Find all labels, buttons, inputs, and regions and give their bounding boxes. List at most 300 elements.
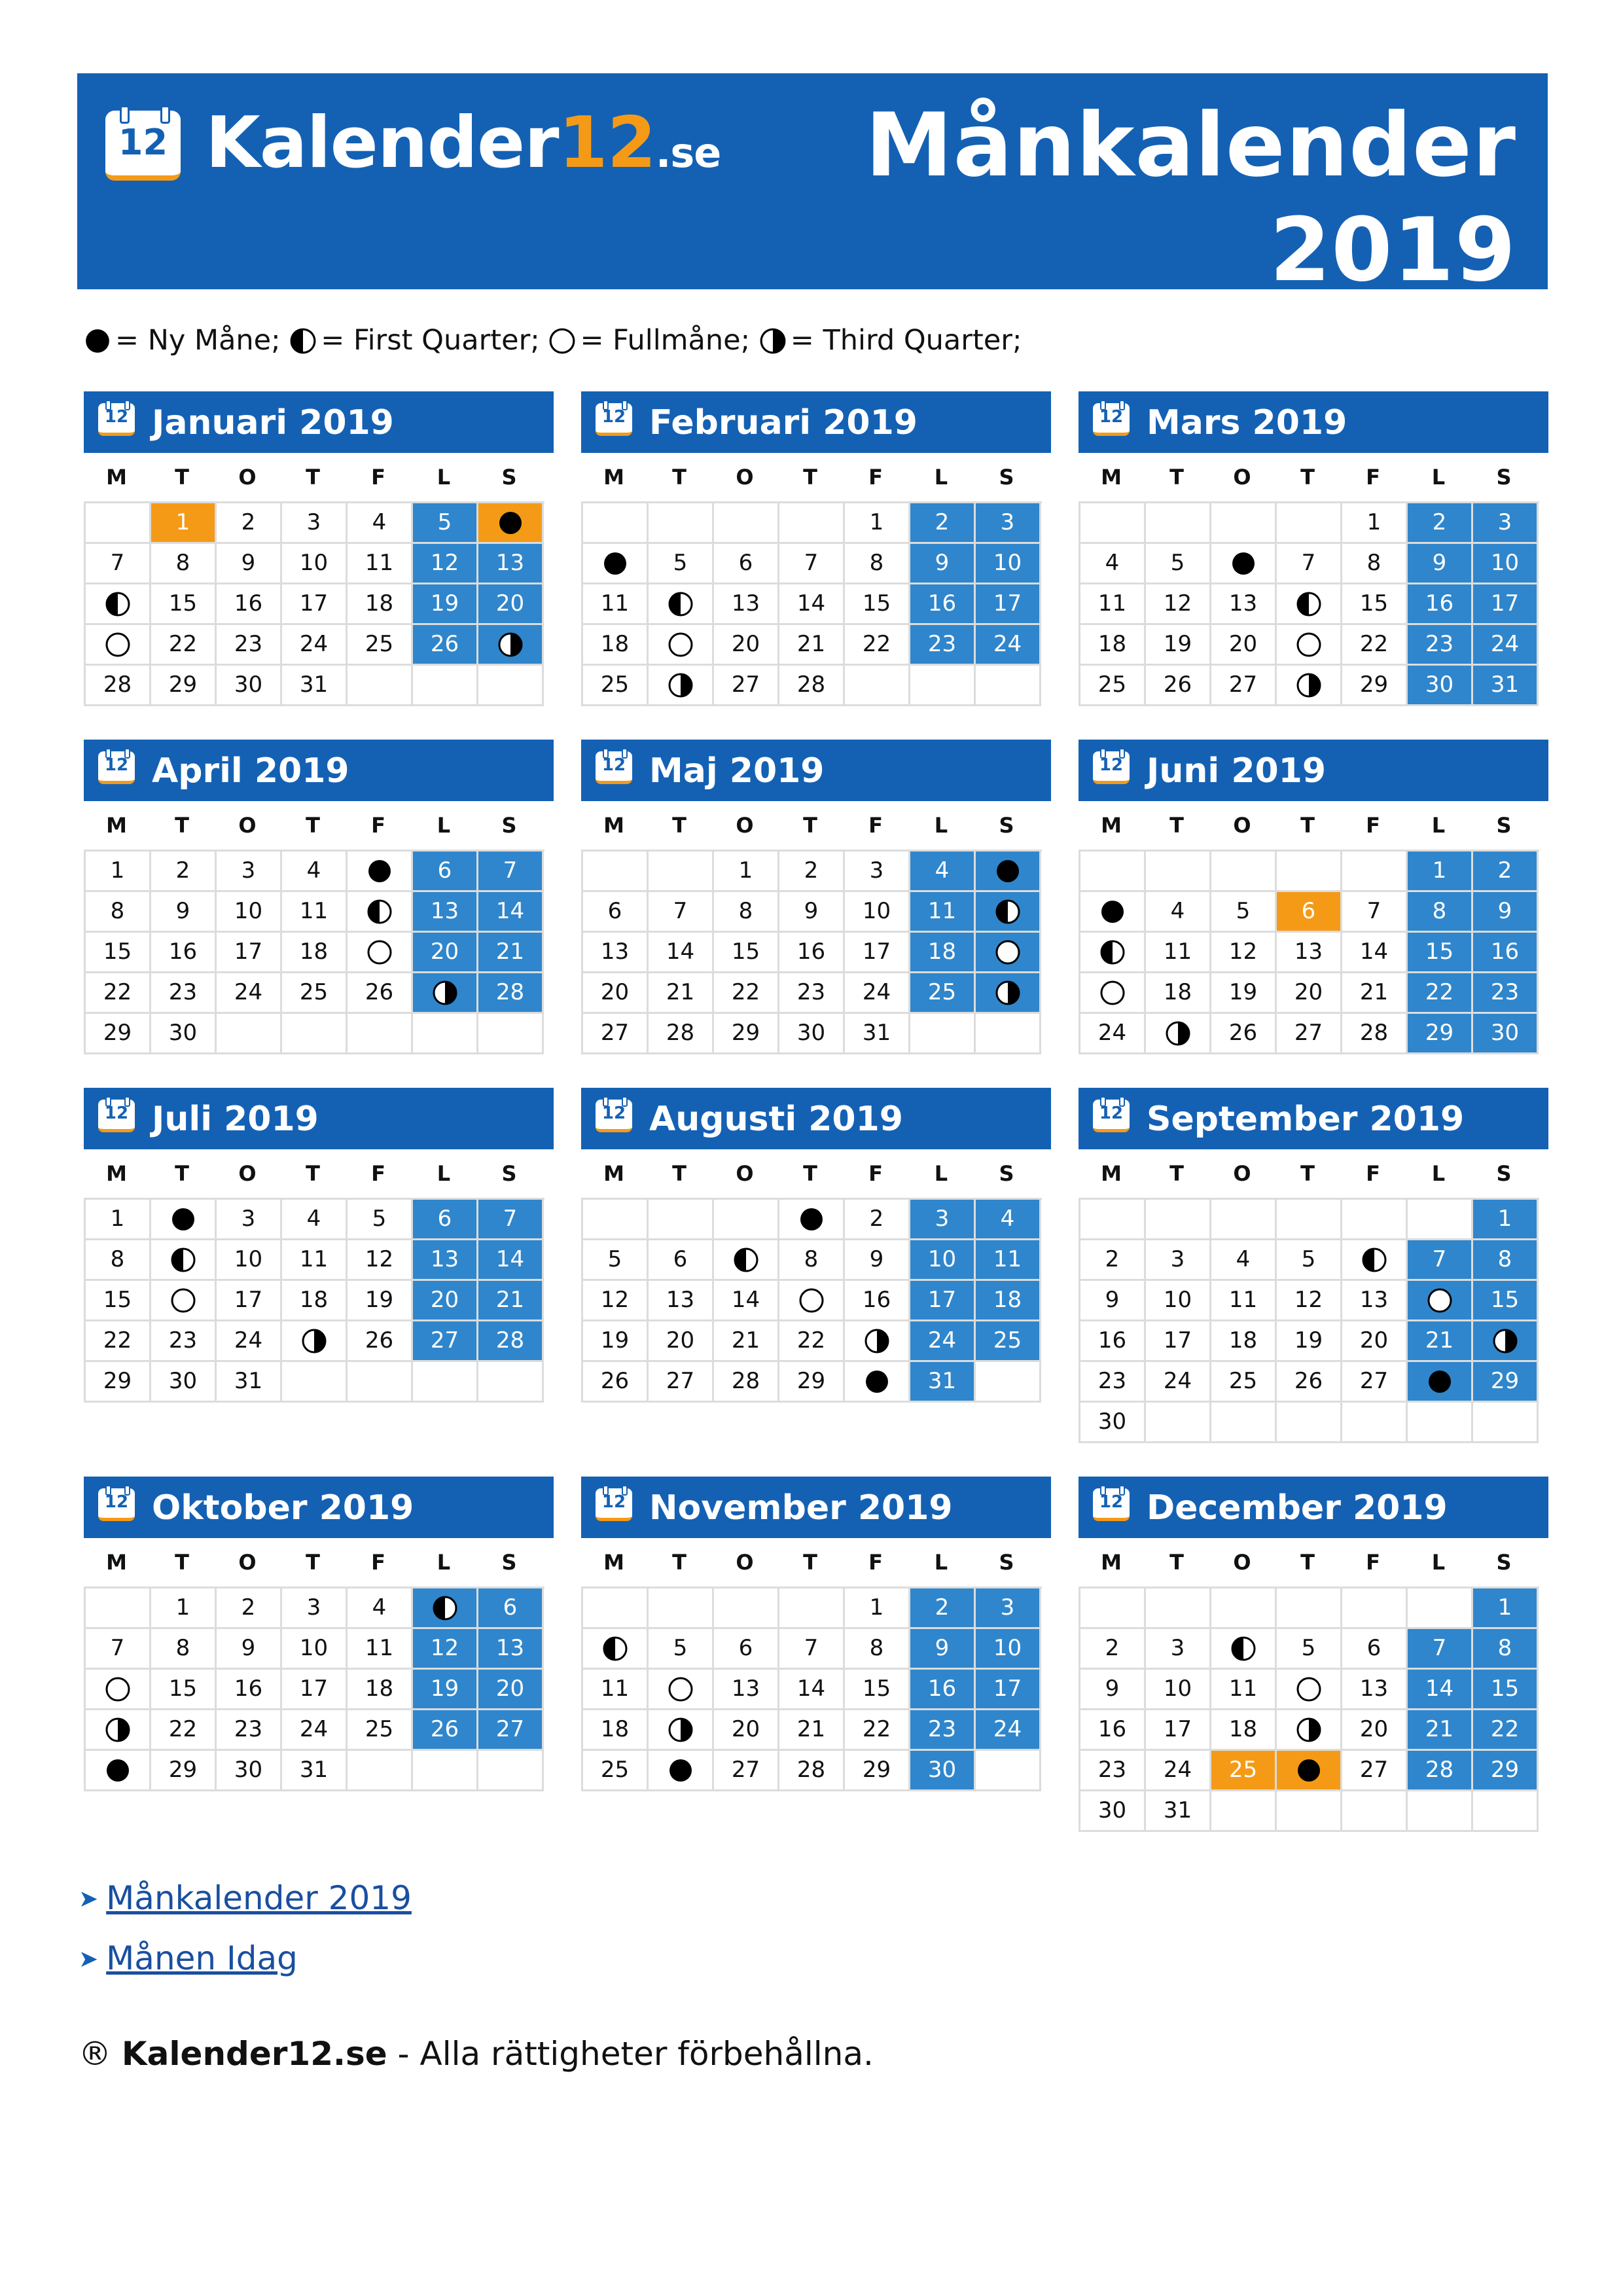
- day-cell[interactable]: [348, 892, 413, 933]
- day-cell[interactable]: 24: [217, 1321, 282, 1362]
- day-cell[interactable]: 29: [151, 666, 217, 706]
- day-cell[interactable]: 28: [779, 1751, 845, 1791]
- day-cell[interactable]: 20: [714, 1710, 779, 1751]
- day-cell[interactable]: 27: [413, 1321, 478, 1362]
- day-cell[interactable]: 10: [976, 1629, 1041, 1670]
- day-cell[interactable]: 20: [478, 1670, 544, 1710]
- day-cell[interactable]: 8: [1473, 1240, 1539, 1281]
- day-cell[interactable]: 9: [1408, 544, 1473, 584]
- day-cell[interactable]: 9: [217, 544, 282, 584]
- day-cell[interactable]: 9: [910, 1629, 976, 1670]
- day-cell[interactable]: 18: [348, 1670, 413, 1710]
- day-cell[interactable]: 25: [976, 1321, 1041, 1362]
- day-cell[interactable]: 26: [413, 625, 478, 666]
- day-cell[interactable]: 23: [217, 1710, 282, 1751]
- day-cell[interactable]: 27: [583, 1014, 649, 1054]
- day-cell[interactable]: 28: [478, 1321, 544, 1362]
- day-cell[interactable]: [86, 625, 151, 666]
- day-cell[interactable]: [1080, 973, 1146, 1014]
- day-cell[interactable]: 12: [348, 1240, 413, 1281]
- day-cell[interactable]: 5: [1211, 892, 1277, 933]
- day-cell[interactable]: 7: [779, 1629, 845, 1670]
- day-cell[interactable]: 15: [1473, 1670, 1539, 1710]
- day-cell[interactable]: 21: [478, 1281, 544, 1321]
- link-moon-calendar[interactable]: [79, 1872, 412, 1926]
- day-cell[interactable]: 14: [1342, 933, 1408, 973]
- day-cell[interactable]: 24: [910, 1321, 976, 1362]
- day-cell[interactable]: 27: [649, 1362, 714, 1403]
- day-cell[interactable]: 8: [86, 1240, 151, 1281]
- day-cell[interactable]: 21: [779, 1710, 845, 1751]
- day-cell[interactable]: 20: [413, 1281, 478, 1321]
- day-cell[interactable]: 18: [910, 933, 976, 973]
- day-cell[interactable]: 9: [1080, 1281, 1146, 1321]
- day-cell[interactable]: 31: [1146, 1791, 1211, 1832]
- day-cell[interactable]: 4: [348, 503, 413, 544]
- day-cell[interactable]: 2: [1080, 1240, 1146, 1281]
- day-cell[interactable]: 1: [1473, 1200, 1539, 1240]
- day-cell[interactable]: [1146, 1014, 1211, 1054]
- day-cell[interactable]: 3: [1473, 503, 1539, 544]
- day-cell[interactable]: 29: [1342, 666, 1408, 706]
- day-cell[interactable]: 21: [779, 625, 845, 666]
- day-cell[interactable]: 10: [282, 1629, 348, 1670]
- day-cell[interactable]: 8: [845, 1629, 910, 1670]
- day-cell[interactable]: 5: [348, 1200, 413, 1240]
- day-cell[interactable]: 29: [845, 1751, 910, 1791]
- day-cell[interactable]: 8: [151, 1629, 217, 1670]
- day-cell[interactable]: [282, 1321, 348, 1362]
- day-cell[interactable]: 10: [976, 544, 1041, 584]
- day-cell[interactable]: 29: [1408, 1014, 1473, 1054]
- day-cell[interactable]: 25: [282, 973, 348, 1014]
- day-cell[interactable]: 16: [1080, 1710, 1146, 1751]
- day-cell[interactable]: 18: [348, 584, 413, 625]
- day-cell[interactable]: 31: [217, 1362, 282, 1403]
- day-cell[interactable]: 6: [714, 1629, 779, 1670]
- day-cell[interactable]: [478, 625, 544, 666]
- day-cell[interactable]: 2: [845, 1200, 910, 1240]
- day-cell[interactable]: 23: [1473, 973, 1539, 1014]
- day-cell[interactable]: 8: [1342, 544, 1408, 584]
- day-cell[interactable]: 3: [217, 1200, 282, 1240]
- day-cell[interactable]: [1408, 1362, 1473, 1403]
- day-cell[interactable]: 12: [413, 1629, 478, 1670]
- day-cell[interactable]: 22: [845, 625, 910, 666]
- day-cell[interactable]: 13: [1342, 1281, 1408, 1321]
- day-cell[interactable]: 9: [217, 1629, 282, 1670]
- day-cell[interactable]: [151, 1240, 217, 1281]
- day-cell[interactable]: 1: [714, 852, 779, 892]
- day-cell[interactable]: 8: [86, 892, 151, 933]
- day-cell[interactable]: 4: [1146, 892, 1211, 933]
- day-cell[interactable]: 5: [583, 1240, 649, 1281]
- day-cell[interactable]: 2: [217, 503, 282, 544]
- day-cell[interactable]: [151, 1200, 217, 1240]
- day-cell[interactable]: 21: [1408, 1321, 1473, 1362]
- brand-logo[interactable]: [205, 101, 721, 196]
- day-cell[interactable]: 12: [1277, 1281, 1342, 1321]
- day-cell[interactable]: 11: [348, 544, 413, 584]
- day-cell[interactable]: 11: [1146, 933, 1211, 973]
- day-cell[interactable]: 17: [217, 933, 282, 973]
- day-cell[interactable]: 10: [1146, 1670, 1211, 1710]
- day-cell[interactable]: 25: [583, 1751, 649, 1791]
- day-cell[interactable]: 1: [845, 503, 910, 544]
- day-cell[interactable]: 1: [1342, 503, 1408, 544]
- day-cell[interactable]: 5: [413, 503, 478, 544]
- day-cell[interactable]: 8: [1408, 892, 1473, 933]
- day-cell[interactable]: 19: [1211, 973, 1277, 1014]
- day-cell[interactable]: 19: [1146, 625, 1211, 666]
- day-cell[interactable]: [845, 1362, 910, 1403]
- day-cell[interactable]: [1277, 1710, 1342, 1751]
- day-cell[interactable]: 16: [845, 1281, 910, 1321]
- day-cell[interactable]: 18: [583, 625, 649, 666]
- day-cell[interactable]: 24: [1473, 625, 1539, 666]
- day-cell[interactable]: 9: [779, 892, 845, 933]
- day-cell[interactable]: 21: [649, 973, 714, 1014]
- day-cell[interactable]: 13: [649, 1281, 714, 1321]
- day-cell[interactable]: 10: [217, 892, 282, 933]
- day-cell[interactable]: 28: [478, 973, 544, 1014]
- day-cell[interactable]: 25: [1080, 666, 1146, 706]
- day-cell[interactable]: 26: [1146, 666, 1211, 706]
- day-cell[interactable]: 2: [910, 1588, 976, 1629]
- day-cell[interactable]: [976, 892, 1041, 933]
- day-cell[interactable]: 15: [1408, 933, 1473, 973]
- day-cell[interactable]: 9: [1080, 1670, 1146, 1710]
- day-cell[interactable]: 15: [714, 933, 779, 973]
- day-cell[interactable]: 13: [478, 1629, 544, 1670]
- day-cell[interactable]: 16: [779, 933, 845, 973]
- day-cell[interactable]: 18: [1211, 1321, 1277, 1362]
- day-cell[interactable]: [1277, 625, 1342, 666]
- day-cell[interactable]: 13: [413, 892, 478, 933]
- day-cell[interactable]: 6: [413, 1200, 478, 1240]
- day-cell[interactable]: 20: [1342, 1710, 1408, 1751]
- day-cell[interactable]: 4: [1080, 544, 1146, 584]
- day-cell[interactable]: 24: [1146, 1751, 1211, 1791]
- day-cell[interactable]: 11: [348, 1629, 413, 1670]
- day-cell[interactable]: 20: [1342, 1321, 1408, 1362]
- day-cell[interactable]: 19: [413, 1670, 478, 1710]
- day-cell[interactable]: 29: [779, 1362, 845, 1403]
- day-cell[interactable]: 19: [413, 584, 478, 625]
- day-cell[interactable]: 17: [976, 584, 1041, 625]
- day-cell[interactable]: 26: [583, 1362, 649, 1403]
- day-cell[interactable]: 3: [1146, 1629, 1211, 1670]
- day-cell[interactable]: [1211, 1629, 1277, 1670]
- day-cell[interactable]: 9: [910, 544, 976, 584]
- day-cell[interactable]: 11: [1211, 1670, 1277, 1710]
- day-cell[interactable]: [583, 1629, 649, 1670]
- day-cell[interactable]: 31: [845, 1014, 910, 1054]
- day-cell[interactable]: 14: [779, 1670, 845, 1710]
- day-cell[interactable]: 11: [282, 892, 348, 933]
- day-cell[interactable]: 25: [1211, 1362, 1277, 1403]
- day-cell[interactable]: 7: [478, 852, 544, 892]
- day-cell[interactable]: 25: [910, 973, 976, 1014]
- day-cell[interactable]: 4: [976, 1200, 1041, 1240]
- day-cell[interactable]: 15: [86, 933, 151, 973]
- day-cell[interactable]: 21: [714, 1321, 779, 1362]
- day-cell[interactable]: 30: [217, 1751, 282, 1791]
- day-cell[interactable]: 18: [1211, 1710, 1277, 1751]
- day-cell[interactable]: 29: [1473, 1362, 1539, 1403]
- day-cell[interactable]: 7: [779, 544, 845, 584]
- day-cell[interactable]: 23: [1408, 625, 1473, 666]
- day-cell[interactable]: [151, 1281, 217, 1321]
- day-cell[interactable]: 25: [583, 666, 649, 706]
- day-cell[interactable]: 24: [976, 625, 1041, 666]
- day-cell[interactable]: 13: [1211, 584, 1277, 625]
- day-cell[interactable]: [976, 852, 1041, 892]
- day-cell[interactable]: 7: [478, 1200, 544, 1240]
- day-cell[interactable]: 14: [1408, 1670, 1473, 1710]
- day-cell[interactable]: 27: [714, 666, 779, 706]
- day-cell[interactable]: 11: [282, 1240, 348, 1281]
- day-cell[interactable]: [1277, 1751, 1342, 1791]
- day-cell[interactable]: 19: [348, 1281, 413, 1321]
- day-cell[interactable]: [1473, 1321, 1539, 1362]
- day-cell[interactable]: 8: [151, 544, 217, 584]
- day-cell[interactable]: 8: [1473, 1629, 1539, 1670]
- day-cell[interactable]: 24: [1146, 1362, 1211, 1403]
- day-cell[interactable]: [1277, 666, 1342, 706]
- day-cell[interactable]: 8: [779, 1240, 845, 1281]
- day-cell[interactable]: 10: [910, 1240, 976, 1281]
- day-cell[interactable]: 8: [714, 892, 779, 933]
- day-cell[interactable]: [649, 1751, 714, 1791]
- day-cell[interactable]: 4: [282, 852, 348, 892]
- day-cell[interactable]: 17: [1146, 1710, 1211, 1751]
- day-cell[interactable]: [714, 1240, 779, 1281]
- day-cell[interactable]: 30: [1408, 666, 1473, 706]
- day-cell[interactable]: [86, 1751, 151, 1791]
- day-cell[interactable]: 26: [1211, 1014, 1277, 1054]
- day-cell[interactable]: 22: [845, 1710, 910, 1751]
- day-cell[interactable]: 2: [1080, 1629, 1146, 1670]
- day-cell[interactable]: 1: [845, 1588, 910, 1629]
- day-cell[interactable]: 22: [1342, 625, 1408, 666]
- day-cell[interactable]: 10: [845, 892, 910, 933]
- day-cell[interactable]: [478, 503, 544, 544]
- day-cell[interactable]: 18: [1146, 973, 1211, 1014]
- day-cell[interactable]: 23: [217, 625, 282, 666]
- day-cell[interactable]: 12: [1146, 584, 1211, 625]
- day-cell[interactable]: [976, 973, 1041, 1014]
- day-cell[interactable]: 20: [583, 973, 649, 1014]
- day-cell[interactable]: [413, 1588, 478, 1629]
- day-cell[interactable]: 2: [151, 852, 217, 892]
- day-cell[interactable]: 31: [910, 1362, 976, 1403]
- day-cell[interactable]: 17: [217, 1281, 282, 1321]
- day-cell[interactable]: 17: [976, 1670, 1041, 1710]
- day-cell[interactable]: 24: [282, 625, 348, 666]
- day-cell[interactable]: [413, 973, 478, 1014]
- day-cell[interactable]: 17: [282, 1670, 348, 1710]
- day-cell[interactable]: 22: [1408, 973, 1473, 1014]
- day-cell[interactable]: 31: [1473, 666, 1539, 706]
- day-cell[interactable]: 16: [217, 584, 282, 625]
- day-cell[interactable]: 24: [282, 1710, 348, 1751]
- day-cell[interactable]: 28: [649, 1014, 714, 1054]
- day-cell[interactable]: 11: [976, 1240, 1041, 1281]
- day-cell[interactable]: [779, 1200, 845, 1240]
- day-cell[interactable]: 2: [779, 852, 845, 892]
- day-cell[interactable]: 28: [86, 666, 151, 706]
- day-cell[interactable]: 8: [845, 544, 910, 584]
- day-cell[interactable]: [1277, 1670, 1342, 1710]
- day-cell[interactable]: 3: [976, 503, 1041, 544]
- day-cell[interactable]: 28: [1408, 1751, 1473, 1791]
- day-cell[interactable]: 6: [1342, 1629, 1408, 1670]
- day-cell[interactable]: 23: [779, 973, 845, 1014]
- day-cell[interactable]: 26: [1277, 1362, 1342, 1403]
- day-cell[interactable]: 18: [282, 933, 348, 973]
- day-cell[interactable]: 26: [413, 1710, 478, 1751]
- day-cell[interactable]: [583, 544, 649, 584]
- day-cell[interactable]: 21: [1342, 973, 1408, 1014]
- day-cell[interactable]: 3: [1146, 1240, 1211, 1281]
- day-cell[interactable]: 24: [976, 1710, 1041, 1751]
- day-cell[interactable]: 18: [976, 1281, 1041, 1321]
- day-cell[interactable]: 28: [1342, 1014, 1408, 1054]
- day-cell[interactable]: 22: [779, 1321, 845, 1362]
- day-cell[interactable]: 6: [714, 544, 779, 584]
- day-cell[interactable]: 23: [151, 1321, 217, 1362]
- day-cell[interactable]: 22: [1473, 1710, 1539, 1751]
- day-cell[interactable]: 23: [1080, 1362, 1146, 1403]
- day-cell[interactable]: 7: [649, 892, 714, 933]
- day-cell[interactable]: 30: [217, 666, 282, 706]
- day-cell[interactable]: 31: [282, 666, 348, 706]
- day-cell[interactable]: 29: [86, 1362, 151, 1403]
- day-cell[interactable]: 26: [348, 973, 413, 1014]
- day-cell[interactable]: [1408, 1281, 1473, 1321]
- day-cell[interactable]: 7: [86, 544, 151, 584]
- day-cell[interactable]: 4: [910, 852, 976, 892]
- day-cell[interactable]: 2: [1473, 852, 1539, 892]
- day-cell[interactable]: 17: [282, 584, 348, 625]
- day-cell[interactable]: 22: [86, 973, 151, 1014]
- day-cell[interactable]: 16: [1080, 1321, 1146, 1362]
- day-cell[interactable]: 2: [910, 503, 976, 544]
- day-cell[interactable]: [1342, 1240, 1408, 1281]
- day-cell[interactable]: 13: [714, 584, 779, 625]
- day-cell[interactable]: 10: [1146, 1281, 1211, 1321]
- day-cell[interactable]: 20: [478, 584, 544, 625]
- day-cell[interactable]: 16: [217, 1670, 282, 1710]
- day-cell[interactable]: 11: [1080, 584, 1146, 625]
- day-cell[interactable]: 23: [151, 973, 217, 1014]
- day-cell[interactable]: 20: [714, 625, 779, 666]
- day-cell[interactable]: 16: [1473, 933, 1539, 973]
- day-cell[interactable]: 16: [151, 933, 217, 973]
- day-cell[interactable]: [976, 933, 1041, 973]
- day-cell[interactable]: 22: [86, 1321, 151, 1362]
- day-cell[interactable]: 26: [348, 1321, 413, 1362]
- day-cell[interactable]: 7: [1342, 892, 1408, 933]
- day-cell[interactable]: 22: [714, 973, 779, 1014]
- day-cell[interactable]: 17: [1473, 584, 1539, 625]
- day-cell[interactable]: 16: [1408, 584, 1473, 625]
- day-cell[interactable]: 6: [413, 852, 478, 892]
- day-cell[interactable]: 30: [151, 1362, 217, 1403]
- day-cell[interactable]: 18: [583, 1710, 649, 1751]
- day-cell[interactable]: 5: [649, 544, 714, 584]
- day-cell[interactable]: 7: [86, 1629, 151, 1670]
- day-cell[interactable]: 24: [217, 973, 282, 1014]
- day-cell[interactable]: 9: [1473, 892, 1539, 933]
- day-cell[interactable]: 28: [714, 1362, 779, 1403]
- day-cell[interactable]: 7: [1408, 1240, 1473, 1281]
- day-cell[interactable]: 28: [779, 666, 845, 706]
- day-cell[interactable]: [649, 666, 714, 706]
- day-cell[interactable]: 3: [282, 503, 348, 544]
- day-cell[interactable]: 10: [217, 1240, 282, 1281]
- day-cell[interactable]: 9: [151, 892, 217, 933]
- day-cell[interactable]: 27: [478, 1710, 544, 1751]
- day-cell[interactable]: 19: [1277, 1321, 1342, 1362]
- day-cell[interactable]: 1: [151, 1588, 217, 1629]
- day-cell[interactable]: 15: [151, 584, 217, 625]
- day-cell[interactable]: 14: [649, 933, 714, 973]
- day-cell[interactable]: 3: [976, 1588, 1041, 1629]
- day-cell[interactable]: 5: [649, 1629, 714, 1670]
- day-cell[interactable]: [348, 852, 413, 892]
- day-cell[interactable]: [348, 933, 413, 973]
- day-cell[interactable]: [649, 584, 714, 625]
- day-cell[interactable]: [86, 584, 151, 625]
- day-cell[interactable]: 2: [217, 1588, 282, 1629]
- day-cell[interactable]: 20: [649, 1321, 714, 1362]
- day-cell[interactable]: 16: [910, 584, 976, 625]
- day-cell[interactable]: 30: [1080, 1403, 1146, 1443]
- link-moon-today[interactable]: [79, 1932, 412, 1986]
- day-cell[interactable]: 25: [348, 1710, 413, 1751]
- day-cell[interactable]: 13: [583, 933, 649, 973]
- day-cell[interactable]: 6: [649, 1240, 714, 1281]
- day-cell[interactable]: 3: [910, 1200, 976, 1240]
- day-cell[interactable]: 25: [348, 625, 413, 666]
- day-cell[interactable]: [86, 1710, 151, 1751]
- day-cell[interactable]: 10: [282, 544, 348, 584]
- day-cell[interactable]: 1: [86, 1200, 151, 1240]
- day-cell[interactable]: 15: [1473, 1281, 1539, 1321]
- day-cell[interactable]: 17: [1146, 1321, 1211, 1362]
- day-cell[interactable]: 2: [1408, 503, 1473, 544]
- day-cell[interactable]: 27: [1277, 1014, 1342, 1054]
- day-cell[interactable]: 13: [714, 1670, 779, 1710]
- day-cell[interactable]: 3: [845, 852, 910, 892]
- day-cell[interactable]: [649, 1670, 714, 1710]
- day-cell[interactable]: 17: [845, 933, 910, 973]
- day-cell[interactable]: 20: [1277, 973, 1342, 1014]
- day-cell[interactable]: [1080, 933, 1146, 973]
- day-cell[interactable]: 24: [845, 973, 910, 1014]
- day-cell[interactable]: 20: [413, 933, 478, 973]
- day-cell[interactable]: 30: [151, 1014, 217, 1054]
- day-cell[interactable]: 27: [1211, 666, 1277, 706]
- day-cell[interactable]: 13: [413, 1240, 478, 1281]
- day-cell[interactable]: [1080, 892, 1146, 933]
- day-cell[interactable]: 30: [1080, 1791, 1146, 1832]
- day-cell[interactable]: 11: [910, 892, 976, 933]
- day-cell[interactable]: 18: [282, 1281, 348, 1321]
- day-cell[interactable]: 12: [583, 1281, 649, 1321]
